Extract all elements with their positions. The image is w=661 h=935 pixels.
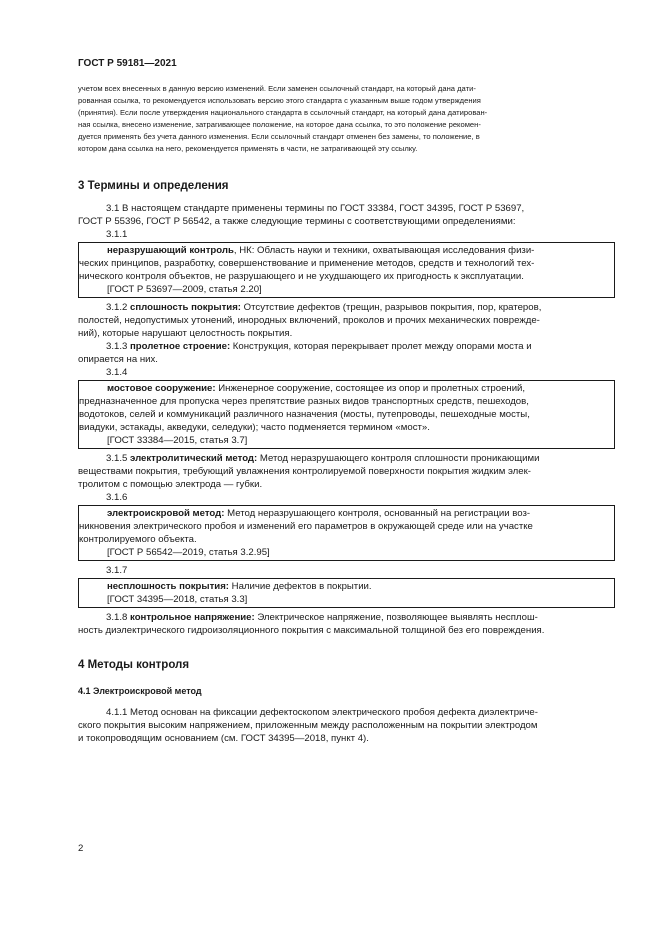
term-name: электроискровой метод: xyxy=(107,508,225,519)
term-name: мостовое сооружение: xyxy=(107,383,216,394)
clause-number: 3.1.8 xyxy=(106,612,128,623)
text-line: 3.1 В настоящем стандарте применены термины по ГОСТ 33384, ГОСТ 34395, ГОСТ Р 53697, xyxy=(106,203,525,214)
clause-3-1-5 xyxy=(78,452,615,491)
definition-text: Конструкция, которая перекрывает пролет между опорами моста и xyxy=(230,341,532,352)
text-line: нического контроля объектов, не разрушающего и не ухудшающего их пригодность к эксплуатации. xyxy=(79,271,524,282)
term-source: [ГОСТ Р 56542—2019, статья 3.2.95] xyxy=(107,547,270,558)
text-line: опирается на них. xyxy=(78,354,158,365)
definition-text: Отсутствие дефектов (трещин, разрывов покрытия, пор, кратеров, xyxy=(241,302,542,313)
clause-number: 3.1.1 xyxy=(106,229,128,240)
text-line: 4.1.1 Метод основан на фиксации дефектоскопом электрического пробоя дефекта диэлектриче- xyxy=(106,707,538,718)
clause-number: 3.1.5 xyxy=(106,453,128,464)
definition-text: Инженерное сооружение, состоящее из опор и пролетных строений, xyxy=(215,383,526,394)
term-source: [ГОСТ 33384—2015, статья 3.7] xyxy=(107,435,248,446)
text-line: ний), которые нарушают целостность покрытия. xyxy=(78,328,293,339)
term-definition xyxy=(78,301,615,314)
clause-number: 3.1.4 xyxy=(106,367,128,378)
text-line: тролитом с помощью электрода — губки. xyxy=(78,479,263,490)
term-box-3-1-6 xyxy=(78,505,615,561)
text-line: ческих принципов, разработку, совершенствование и применение методов, средств и технологий тех- xyxy=(79,258,535,269)
text-line: водотоков, селей и коммуникаций различного назначения (мосты, путепроводы, пешеходные мосты, xyxy=(79,409,530,420)
term-name: несплошность покрытия: xyxy=(107,581,229,592)
text-line: (принятия). Если после утверждения национального стандарта в ссылочный стандарт, на который дана датирован- xyxy=(78,108,488,117)
term-definition xyxy=(107,580,612,593)
term-definition xyxy=(78,340,615,353)
term-name: сплошность покрытия: xyxy=(130,302,241,313)
clause-number: 3.1.2 xyxy=(106,302,128,313)
term-definition xyxy=(107,382,612,395)
text-line: никновения электрического пробоя и изменений его параметров в окружающей среде или на участке xyxy=(79,521,533,532)
clause-4-1-1 xyxy=(78,706,615,745)
text-line: ГОСТ Р 55396, ГОСТ Р 56542, а также следующие термины с соответствующими определениями: xyxy=(78,216,516,227)
term-name: неразрушающий контроль xyxy=(107,245,234,256)
term-box-3-1-7 xyxy=(78,578,615,608)
term-definition xyxy=(107,507,612,520)
term-source: [ГОСТ 34395—2018, статья 3.3] xyxy=(107,594,248,605)
text-line: виадуки, эстакады, акведуки, селедуки); часто подменяется термином «мост». xyxy=(79,422,430,433)
text-line: ность диэлектрического гидроизоляционного покрытия с максимальной толщиной без его повреждения. xyxy=(78,625,545,636)
term-name: электролитический метод: xyxy=(130,453,258,464)
clause-number: 3.1.3 xyxy=(106,341,128,352)
term-definition xyxy=(78,452,615,465)
clause-3-1 xyxy=(78,202,615,228)
text-line: ского покрытия высоким напряжением, приложенным между расположенным на покрытии электродом xyxy=(78,720,538,731)
term-source: [ГОСТ Р 53697—2009, статья 2.20] xyxy=(107,284,262,295)
text-line: предназначенное для пропуска через препятствие разных видов транспортных средств, пешеходов, xyxy=(79,396,529,407)
document-header: ГОСТ Р 59181—2021 xyxy=(78,58,177,69)
clause-3-1-8 xyxy=(78,611,615,637)
text-line: учетом всех внесенных в данную версию изменений. Если заменен ссылочный стандарт, на который дана дати- xyxy=(78,84,476,93)
definition-text: Наличие дефектов в покрытии. xyxy=(228,581,372,592)
intro-paragraph xyxy=(78,83,615,155)
clause-number: 3.1.6 xyxy=(106,492,128,503)
section-4-heading: 4 Методы контроля xyxy=(78,659,190,671)
subsection-4-1-heading: 4.1 Электроискровой метод xyxy=(78,686,202,696)
term-name: пролетное строение: xyxy=(130,341,231,352)
text-line: дуется применять без учета данного изменения. Если ссылочный стандарт отменен без замены, то положение, в xyxy=(78,132,480,141)
clause-3-1-2 xyxy=(78,301,615,340)
term-box-3-1-4 xyxy=(78,380,615,449)
text-line: контролируемого объекта. xyxy=(79,534,197,545)
text-line: рованная ссылка, то рекомендуется использовать версию этого стандарта с указанным выше годом утверждения xyxy=(78,96,481,105)
term-name: контрольное напряжение: xyxy=(130,612,255,623)
term-box-3-1-1 xyxy=(78,242,615,298)
definition-text: Метод неразрушающего контроля, основанный на регистрации воз- xyxy=(224,508,531,519)
clause-number: 3.1.7 xyxy=(106,565,128,576)
clause-3-1-3 xyxy=(78,340,615,366)
text-line: ная ссылка, внесено изменение, затрагивающее положение, на которое дана ссылка, то это положение рекомен- xyxy=(78,120,481,129)
text-line: котором дана ссылка на него, рекомендуется применять в части, не затрагивающей эту ссылку. xyxy=(78,144,418,153)
document-body xyxy=(78,83,615,745)
definition-text: Электрическое напряжение, позволяющее выявлять несплош- xyxy=(254,612,538,623)
page-number: 2 xyxy=(78,843,84,854)
term-definition xyxy=(107,244,612,257)
text-line: веществами покрытия, требующий увлажнения контролируемой поверхности покрытия жидким элек- xyxy=(78,466,531,477)
term-definition xyxy=(78,611,615,624)
text-line: и токопроводящим основанием (см. ГОСТ 34395—2018, пункт 4). xyxy=(78,733,369,744)
text-line: полостей, недопустимых утонений, инородных включений, проколов и прочих механических поврежде- xyxy=(78,315,540,326)
definition-text: Метод неразрушающего контроля сплошности проникающими xyxy=(257,453,540,464)
section-3-heading: 3 Термины и определения xyxy=(78,180,229,192)
definition-text: , НК: Область науки и техники, охватывающая исследования физи- xyxy=(233,245,535,256)
